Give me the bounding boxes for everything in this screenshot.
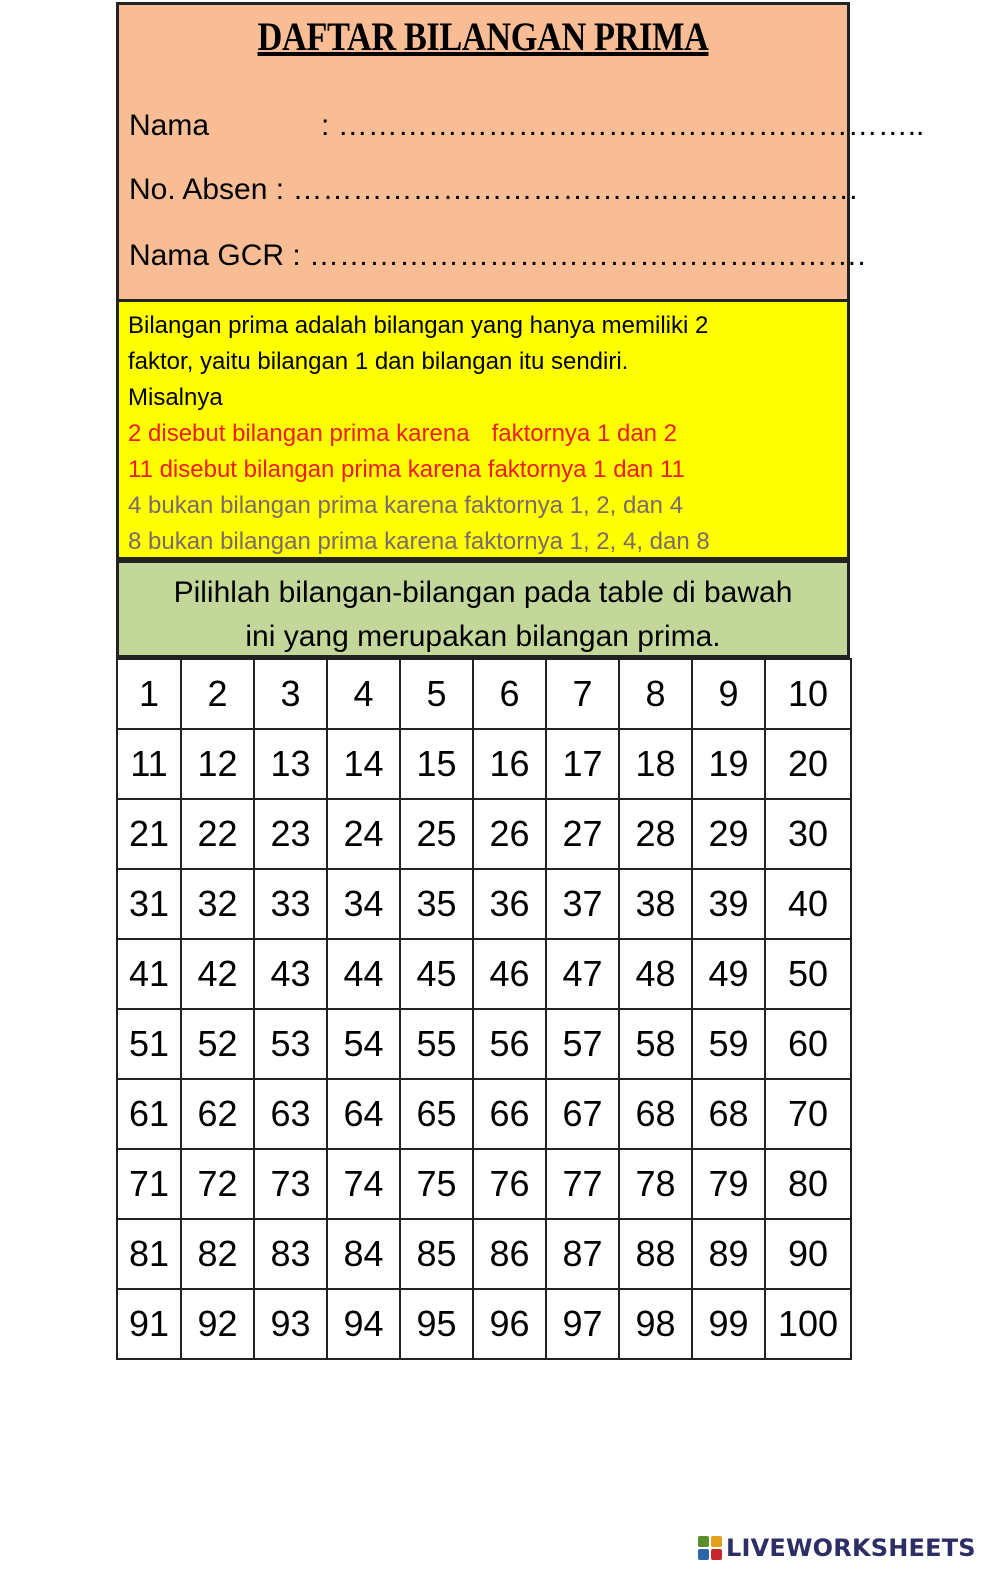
example-nonprime-4: 4 bukan bilangan prima karena faktornya 1, 2, dan 4 xyxy=(128,492,684,519)
number-cell[interactable]: 79 xyxy=(692,1149,765,1219)
number-cell[interactable]: 95 xyxy=(400,1289,473,1359)
grid-row xyxy=(117,729,851,799)
number-cell[interactable]: 54 xyxy=(327,1009,400,1079)
number-cell[interactable]: 90 xyxy=(765,1219,851,1289)
number-cell[interactable]: 37 xyxy=(546,869,619,939)
watermark-text: LIVEWORKSHEETS xyxy=(726,1534,976,1562)
number-cell[interactable]: 82 xyxy=(181,1219,254,1289)
number-cell[interactable]: 12 xyxy=(181,729,254,799)
number-cell[interactable]: 29 xyxy=(692,799,765,869)
number-cell[interactable]: 39 xyxy=(692,869,765,939)
number-cell[interactable]: 86 xyxy=(473,1219,546,1289)
number-cell[interactable]: 8 xyxy=(619,659,692,729)
number-cell[interactable]: 58 xyxy=(619,1009,692,1079)
number-cell[interactable]: 34 xyxy=(327,869,400,939)
number-cell[interactable]: 2 xyxy=(181,659,254,729)
number-cell[interactable]: 83 xyxy=(254,1219,327,1289)
number-cell[interactable]: 35 xyxy=(400,869,473,939)
number-cell[interactable]: 65 xyxy=(400,1079,473,1149)
number-cell[interactable]: 70 xyxy=(765,1079,851,1149)
number-cell[interactable]: 68 xyxy=(692,1079,765,1149)
number-cell[interactable]: 14 xyxy=(327,729,400,799)
number-cell[interactable]: 89 xyxy=(692,1219,765,1289)
number-cell[interactable]: 76 xyxy=(473,1149,546,1219)
number-cell[interactable]: 80 xyxy=(765,1149,851,1219)
number-cell[interactable]: 96 xyxy=(473,1289,546,1359)
number-cell[interactable]: 59 xyxy=(692,1009,765,1079)
number-cell[interactable]: 88 xyxy=(619,1219,692,1289)
number-cell[interactable]: 50 xyxy=(765,939,851,1009)
number-cell[interactable]: 32 xyxy=(181,869,254,939)
number-cell[interactable]: 60 xyxy=(765,1009,851,1079)
number-cell[interactable]: 85 xyxy=(400,1219,473,1289)
number-cell[interactable]: 44 xyxy=(327,939,400,1009)
instruction-line: ini yang merupakan bilangan prima. xyxy=(245,620,721,653)
grid-row xyxy=(117,799,851,869)
example-text: faktornya 1 dan 2 xyxy=(491,420,678,447)
number-cell[interactable]: 41 xyxy=(117,939,181,1009)
gcr-field xyxy=(129,239,866,273)
absen-field xyxy=(129,173,857,207)
liveworksheets-logo-icon xyxy=(698,1536,722,1560)
number-cell[interactable]: 91 xyxy=(117,1289,181,1359)
name-blank[interactable]: : ………………………………………………….. xyxy=(321,109,925,142)
number-cell[interactable]: 11 xyxy=(117,729,181,799)
number-cell[interactable]: 55 xyxy=(400,1009,473,1079)
number-cell[interactable]: 23 xyxy=(254,799,327,869)
number-cell[interactable]: 53 xyxy=(254,1009,327,1079)
number-cell[interactable]: 42 xyxy=(181,939,254,1009)
number-cell[interactable]: 21 xyxy=(117,799,181,869)
number-cell[interactable]: 73 xyxy=(254,1149,327,1219)
number-cell[interactable]: 57 xyxy=(546,1009,619,1079)
number-cell[interactable]: 10 xyxy=(765,659,851,729)
number-cell[interactable]: 75 xyxy=(400,1149,473,1219)
number-cell[interactable]: 46 xyxy=(473,939,546,1009)
number-cell[interactable]: 51 xyxy=(117,1009,181,1079)
number-cell[interactable]: 26 xyxy=(473,799,546,869)
number-cell[interactable]: 92 xyxy=(181,1289,254,1359)
grid-row xyxy=(117,1009,851,1079)
number-cell[interactable]: 74 xyxy=(327,1149,400,1219)
absen-label: No. Absen xyxy=(129,173,268,206)
number-cell[interactable]: 9 xyxy=(692,659,765,729)
number-cell[interactable]: 68 xyxy=(619,1079,692,1149)
number-cell[interactable]: 61 xyxy=(117,1079,181,1149)
number-cell[interactable]: 1 xyxy=(117,659,181,729)
instruction-panel xyxy=(116,560,850,658)
number-cell[interactable]: 49 xyxy=(692,939,765,1009)
number-cell[interactable]: 24 xyxy=(327,799,400,869)
example-prime-2 xyxy=(128,416,847,452)
number-cell[interactable]: 7 xyxy=(546,659,619,729)
watermark xyxy=(698,1534,976,1562)
example-text: 2 disebut bilangan prima karena xyxy=(128,420,470,447)
number-grid xyxy=(116,658,852,1360)
name-field xyxy=(129,109,924,143)
number-cell[interactable]: 16 xyxy=(473,729,546,799)
number-cell[interactable]: 33 xyxy=(254,869,327,939)
number-cell[interactable]: 67 xyxy=(546,1079,619,1149)
number-cell[interactable]: 48 xyxy=(619,939,692,1009)
number-cell[interactable]: 94 xyxy=(327,1289,400,1359)
number-cell[interactable]: 62 xyxy=(181,1079,254,1149)
grid-row xyxy=(117,1149,851,1219)
number-cell[interactable]: 30 xyxy=(765,799,851,869)
number-cell[interactable]: 4 xyxy=(327,659,400,729)
grid-row xyxy=(117,1219,851,1289)
instruction-line: Pilihlah bilangan-bilangan pada table di bawah xyxy=(173,576,793,609)
number-cell[interactable]: 5 xyxy=(400,659,473,729)
definition-line: faktor, yaitu bilangan 1 dan bilangan itu sendiri. xyxy=(128,348,629,375)
grid-row xyxy=(117,1289,851,1359)
number-cell[interactable]: 56 xyxy=(473,1009,546,1079)
number-cell[interactable]: 20 xyxy=(765,729,851,799)
grid-row xyxy=(117,939,851,1009)
number-cell[interactable]: 63 xyxy=(254,1079,327,1149)
header-panel xyxy=(116,2,925,302)
definition-line: Bilangan prima adalah bilangan yang hanya memiliki 2 xyxy=(128,312,709,339)
number-cell[interactable]: 93 xyxy=(254,1289,327,1359)
number-cell[interactable]: 31 xyxy=(117,869,181,939)
number-cell[interactable]: 19 xyxy=(692,729,765,799)
number-cell[interactable]: 71 xyxy=(117,1149,181,1219)
number-cell[interactable]: 25 xyxy=(400,799,473,869)
number-cell[interactable]: 52 xyxy=(181,1009,254,1079)
number-cell[interactable]: 6 xyxy=(473,659,546,729)
number-cell[interactable]: 13 xyxy=(254,729,327,799)
number-cell[interactable]: 17 xyxy=(546,729,619,799)
number-cell[interactable]: 45 xyxy=(400,939,473,1009)
grid-row xyxy=(117,659,851,729)
gcr-blank[interactable]: : ……………………………………….………. xyxy=(292,239,866,272)
number-cell[interactable]: 100 xyxy=(765,1289,851,1359)
number-cell[interactable]: 84 xyxy=(327,1219,400,1289)
number-cell[interactable]: 77 xyxy=(546,1149,619,1219)
number-cell[interactable]: 15 xyxy=(400,729,473,799)
number-cell[interactable]: 78 xyxy=(619,1149,692,1219)
absen-blank[interactable]: : ………………………………..………………. xyxy=(275,173,858,206)
number-cell[interactable]: 64 xyxy=(327,1079,400,1149)
grid-row xyxy=(117,1079,851,1149)
number-cell[interactable]: 99 xyxy=(692,1289,765,1359)
gcr-label: Nama GCR xyxy=(129,239,285,272)
number-cell[interactable]: 43 xyxy=(254,939,327,1009)
number-cell[interactable]: 98 xyxy=(619,1289,692,1359)
number-cell[interactable]: 38 xyxy=(619,869,692,939)
number-cell[interactable]: 81 xyxy=(117,1219,181,1289)
number-cell[interactable]: 28 xyxy=(619,799,692,869)
number-cell[interactable]: 22 xyxy=(181,799,254,869)
example-prime-11: 11 disebut bilangan prima karena faktornya 1 dan 11 xyxy=(128,456,685,483)
number-cell[interactable]: 36 xyxy=(473,869,546,939)
number-cell[interactable]: 72 xyxy=(181,1149,254,1219)
number-cell[interactable]: 3 xyxy=(254,659,327,729)
number-cell[interactable]: 47 xyxy=(546,939,619,1009)
number-cell[interactable]: 27 xyxy=(546,799,619,869)
page-title: DAFTAR BILANGAN PRIMA xyxy=(257,14,709,59)
name-label: Nama xyxy=(129,109,210,142)
grid-row xyxy=(117,869,851,939)
number-cell[interactable]: 66 xyxy=(473,1079,546,1149)
example-nonprime-8: 8 bukan bilangan prima karena faktornya 1, 2, 4, dan 8 xyxy=(128,528,710,555)
definition-line: Misalnya xyxy=(128,384,223,411)
number-cell[interactable]: 40 xyxy=(765,869,851,939)
definition-panel xyxy=(116,302,850,560)
number-cell[interactable]: 18 xyxy=(619,729,692,799)
number-cell[interactable]: 87 xyxy=(546,1219,619,1289)
number-cell[interactable]: 97 xyxy=(546,1289,619,1359)
